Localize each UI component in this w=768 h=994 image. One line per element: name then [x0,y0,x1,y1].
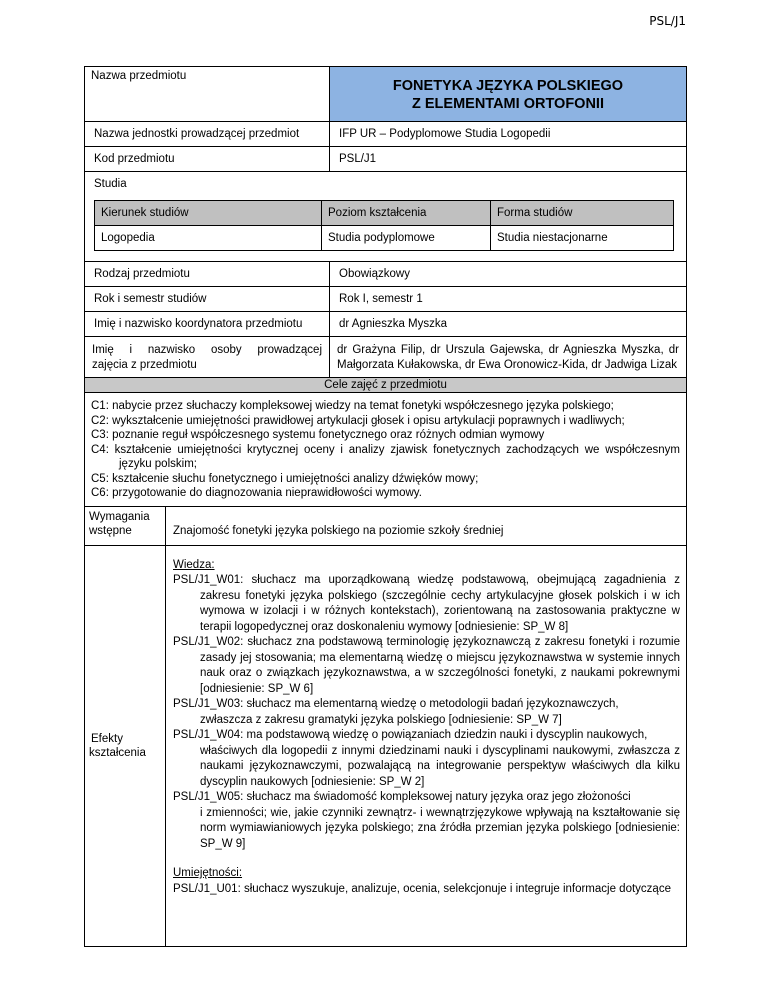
document-code-header: PSL/J1 [649,14,686,28]
teachers-value-line2: Małgorzata Kułakowska, dr Ewa Oronowicz-Kida, dr Jadwiga Lizak [337,359,678,371]
course-title-line1: FONETYKA JĘZYKA POLSKIEGO [392,78,624,94]
studies-section [85,172,687,262]
outcome-w02-first: PSL/J1_W02: słuchacz zna podstawową terminologię językoznawczą z zakresu fonetyki i rozumie [173,636,680,648]
outcomes-label-line2: kształcenia [89,746,146,759]
studies-header-form: Forma studiów [491,201,674,226]
teachers-label-line1: Imię i nazwisko osoby prowadzącej [92,344,322,356]
code-label: Kod przedmiotu [85,147,330,172]
type-value: Obowiązkowy [330,262,687,287]
coordinator-value: dr Agnieszka Myszka [330,312,687,337]
year-label: Rok i semestr studiów [85,287,330,312]
goal-c4-continuation: języku polskim; [119,458,197,470]
goal-c1: C1: nabycie przez słuchaczy kompleksowej wiedzy na temat fonetyki współczesnego języka polskiego; [91,400,614,412]
goal-c4: C4: kształcenie umiejętności krytycznej oceny i analizy zjawisk fonetycznych zachodzących we współczesnym [91,443,680,456]
goal-c2: C2: wykształcenie umiejętności prawidłowej artykulacji głosek i opisu artykulacji poprawnych i wadliwych; [91,414,625,427]
skills-header: Umiejętności: [173,867,243,879]
teachers-value-line1: dr Grażyna Filip, dr Urszula Gajewska, dr Agnieszka Myszka, dr [337,344,679,356]
outcome-w03 [173,697,680,728]
outcome-w01 [173,573,680,635]
requirements-value: Znajomość fonetyki języka polskiego na poziomie szkoły średniej [166,507,687,546]
year-value: Rok I, semestr 1 [330,287,687,312]
studies-header-level: Poziom kształcenia [322,201,491,226]
course-title-line2: Z ELEMENTAMI ORTOFONII [412,96,604,112]
teachers-value [330,337,687,378]
outcomes-label-line1: Efekty [91,732,123,745]
code-value: PSL/J1 [330,147,687,172]
subject-label-cell [85,67,330,122]
outcomes-label [85,545,166,946]
goals-header: Cele zajęć z przedmiotu [85,378,687,393]
studies-table [94,200,674,251]
syllabus-table [84,66,687,947]
lower-table [85,507,686,946]
goals-list [85,393,687,507]
type-label: Rodzaj przedmiotu [85,262,330,287]
outcome-w05-first: PSL/J1_W05: słuchacz ma świadomość kompleksowej natury języka oraz jego złożoności [173,791,631,803]
outcome-w05-rest: i zmienności; wie, jakie czynniki zewnątrz- i wewnątrzjęzykowe wpływają na kształtowanie się norm wymiawianiowych języka polskiego; zna źródła przemian języka polskiego [odniesienie: SP_W 9] [200,806,680,850]
teachers-label [85,337,330,378]
outcomes-content [166,545,687,946]
subject-label: Nazwa przedmiotu [91,70,187,82]
outcome-w03-first: PSL/J1_W03: słuchacz ma elementarną wiedzę o metodologii badań językoznawczych, [173,698,619,710]
studies-value-direction: Logopedia [95,226,322,251]
studies-label: Studia [94,178,127,190]
goal-c5: C5: kształcenie słuchu fonetycznego i umiejętności analizy dźwięków mowy; [91,472,479,485]
outcome-u01: PSL/J1_U01: słuchacz wyszukuje, analizuje, ocenia, selekcjonuje i integruje informacje dotyczące [173,882,671,895]
studies-header-direction: Kierunek studiów [95,201,322,226]
outcome-w05 [173,790,680,852]
requirements-label-line1: Wymagania [89,510,150,523]
coordinator-label: Imię i nazwisko koordynatora przedmiotu [85,312,330,337]
unit-value: IFP UR – Podyplomowe Studia Logopedii [330,122,687,147]
outcome-w02 [173,635,680,697]
outcome-w03-rest: zwłaszcza z zakresu gramatyki języka polskiego [odniesienie: SP_W 7] [200,713,562,726]
outcome-w04 [173,728,680,790]
outcome-w01-rest: zakresu fonetyki języka polskiego (szczególnie cechy artykulacyjne głosek polskich i w ich wymowa w izolacji i w różnych kontekstach), zorientowaną na zastosowania praktyczne w terapii logopedycznej oraz doskonaleniu wymowy [odniesienie: SP_W 8] [200,589,680,633]
studies-value-form: Studia niestacjonarne [491,226,674,251]
lower-section [85,506,687,946]
outcome-w01-first: PSL/J1_W01: słuchacz ma uporządkowaną wiedzę podstawową, obejmującą zagadnienia z [173,574,680,586]
unit-label: Nazwa jednostki prowadzącej przedmiot [85,122,330,147]
requirements-label [85,507,166,546]
studies-value-level: Studia podyplomowe [322,226,491,251]
course-title [330,67,687,122]
requirements-label-line2: wstępne [89,524,132,537]
goal-c3: C3: poznanie reguł współczesnego systemu fonetycznego oraz różnych odmian wymowy [91,429,545,441]
outcome-w02-rest: zasady jej stosowania; ma elementarną wiedzę o miejscu językoznawstwa w systemie innych nauk oraz o związkach językoznawstwa, a w szczególności fonetyki, z naukami pokrewnymi [odniesienie: SP_W 6] [200,651,680,695]
outcome-w04-rest: właściwych dla logopedii z innymi dziedzinami nauki i dyscyplinami naukowymi, zwłaszcza z naukami językoznawczymi, pozwalającą na integrowanie perspektyw właściwych dla kilku dyscyplin naukowych [odniesienie: SP_W 2] [200,744,680,788]
teachers-label-line2: zajęcia z przedmiotu [92,359,197,371]
goal-c6: C6: przygotowanie do diagnozowania nieprawidłowości wymowy. [91,487,422,499]
knowledge-header: Wiedza: [173,558,215,571]
outcome-w04-first: PSL/J1_W04: ma podstawową wiedzę o powiązaniach dziedzin nauki i dyscyplin naukowych, [173,729,648,741]
